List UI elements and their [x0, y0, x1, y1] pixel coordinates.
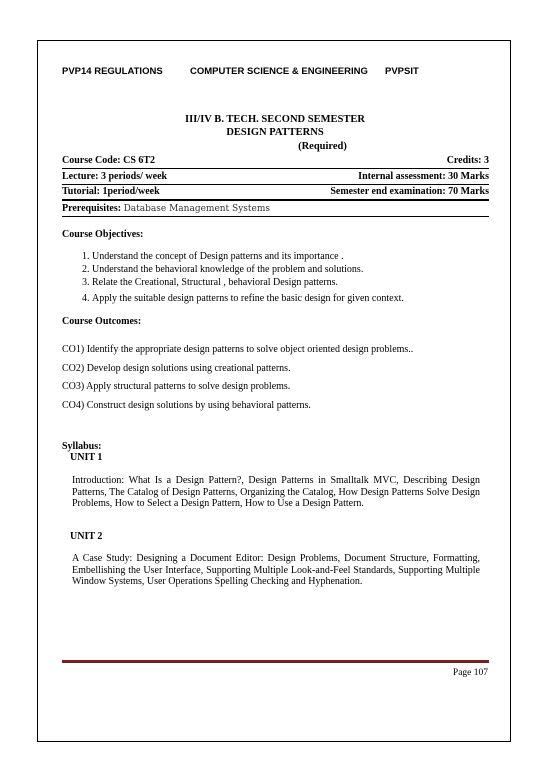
- unit-title: UNIT 1: [70, 452, 103, 463]
- outcomes-heading: Course Outcomes:: [62, 316, 142, 327]
- divider: [62, 216, 489, 217]
- list-item: 2. Understand the behavioral knowledge of the problem and solutions.: [92, 263, 512, 276]
- outcome-item: CO3) Apply structural patterns to solve design problems.: [62, 381, 291, 392]
- header-institute: PVPSIT: [385, 66, 419, 77]
- credits: Credits: 3: [446, 155, 489, 166]
- list-item: 4. Apply the suitable design patterns to refine the basic design for given context.: [92, 292, 512, 305]
- tutorial: Tutorial: 1period/week: [62, 186, 160, 197]
- semester-end-exam: Semester end examination: 70 Marks: [330, 186, 489, 197]
- footer-divider: [62, 660, 489, 663]
- page-number: Page 107: [452, 668, 488, 678]
- list-item: 1. Understand the concept of Design patterns and its importance .: [92, 250, 512, 263]
- unit-title: UNIT 2: [70, 531, 103, 542]
- divider: [62, 184, 489, 185]
- header-regulations: PVP14 REGULATIONS: [62, 66, 163, 77]
- prerequisites-label: Prerequisites: [62, 203, 118, 214]
- syllabus-heading: Syllabus:: [62, 441, 102, 452]
- outcome-item: CO4) Construct design solutions by using behavioral patterns.: [62, 400, 311, 411]
- prerequisites-value: Database Management Systems: [123, 204, 271, 214]
- outcome-item: CO2) Develop design solutions using creational patterns.: [62, 363, 291, 374]
- divider: [62, 168, 489, 169]
- objectives-list: [62, 250, 512, 305]
- list-item: 3. Relate the Creational, Structural , behavioral Design patterns.: [92, 276, 512, 289]
- internal-assessment: Internal assessment: 30 Marks: [358, 171, 489, 182]
- unit-text: Introduction: What Is a Design Pattern?, Design Patterns in Smalltalk MVC, Describing Design Patterns, The Catalog of Design Patterns, Organizing the Catalog, How Design Patterns Solve Design Problems, How to Select a Design Pattern, How to Use a Design Pattern.: [72, 475, 480, 509]
- course-code: Course Code: CS 6T2: [62, 155, 156, 166]
- divider: [62, 199, 489, 201]
- prerequisites: Prerequisites: Database Management Systems: [62, 203, 271, 214]
- semester-title: III/IV B. TECH. SECOND SEMESTER: [185, 114, 365, 125]
- outcome-item: CO1) Identify the appropriate design patterns to solve object oriented design problems..: [62, 344, 414, 355]
- unit-text: A Case Study: Designing a Document Editor: Design Problems, Document Structure, Formatting, Embellishing the User Interface, Supporting Multiple Look-and-Feel Standards, Supporting Multiple Window Systems, User Operations Spelling Checking and Hyphenation.: [72, 553, 480, 587]
- objectives-heading: Course Objectives:: [62, 229, 144, 240]
- course-type: (Required): [298, 141, 347, 152]
- course-title: DESIGN PATTERNS: [226, 127, 324, 138]
- header-department: COMPUTER SCIENCE & ENGINEERING: [190, 66, 368, 77]
- lecture: Lecture: 3 periods/ week: [62, 171, 168, 182]
